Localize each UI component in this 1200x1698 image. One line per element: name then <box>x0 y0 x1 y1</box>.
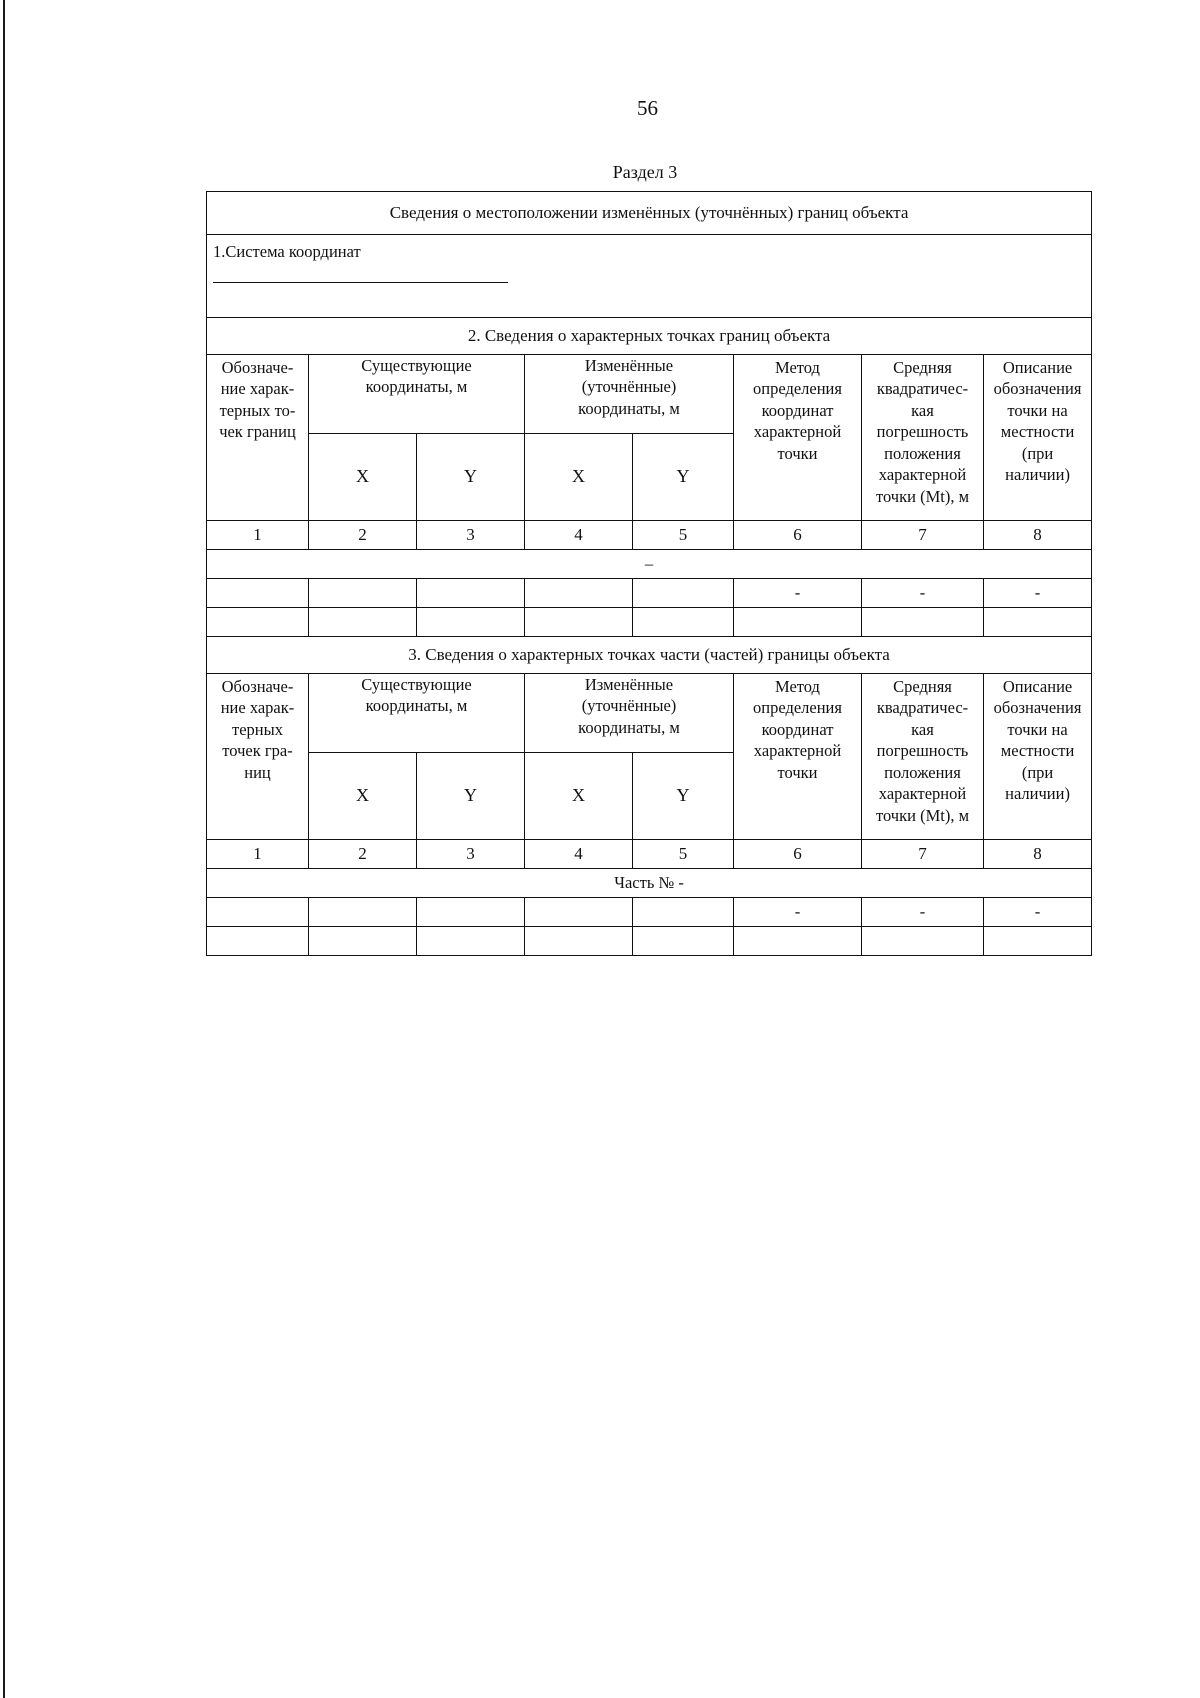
section-label: Раздел 3 <box>612 162 678 182</box>
section2-header-changed-coords: Изменённые (уточнённые) координаты, м <box>525 355 734 434</box>
section2-header-method: Метод определения координат характерной точки <box>734 355 862 521</box>
table-title: Сведения о местоположении изменённых (уточнённых) границ объекта <box>207 192 1092 235</box>
table-cell <box>633 927 734 956</box>
page-number: 56 <box>637 96 658 120</box>
table-cell <box>525 898 633 927</box>
section2-header-existing-coords: Существующие координаты, м <box>309 355 525 434</box>
section3-header-changed-coords: Изменённые (уточнённые) координаты, м <box>525 674 734 753</box>
table-cell <box>525 579 633 608</box>
table-cell: - <box>862 898 984 927</box>
column-number: 7 <box>862 521 984 550</box>
column-number: 5 <box>633 521 734 550</box>
column-number: 2 <box>309 521 417 550</box>
section2-header-point-designation: Обозначе- ние харак- терных то- чек границ <box>207 355 309 521</box>
table-cell <box>633 579 734 608</box>
table-cell <box>417 608 525 637</box>
table-cell <box>309 898 417 927</box>
table-cell: - <box>862 579 984 608</box>
coordinate-system-blank <box>213 262 508 283</box>
column-number: 8 <box>984 521 1092 550</box>
table-cell <box>525 608 633 637</box>
table-cell <box>207 927 309 956</box>
section2-column-numbers <box>207 521 1092 550</box>
section3-title: 3. Сведения о характерных точках части (частей) границы объекта <box>207 637 1092 674</box>
table-cell <box>309 579 417 608</box>
section2-header-error: Средняя квадратичес- кая погрешность положения характерной точки (Mt), м <box>862 355 984 521</box>
section2-title: 2. Сведения о характерных точках границ объекта <box>207 318 1092 355</box>
column-number: 6 <box>734 840 862 869</box>
table-cell: - <box>734 579 862 608</box>
column-number: 6 <box>734 521 862 550</box>
table-cell: - <box>984 898 1092 927</box>
column-number: 4 <box>525 521 633 550</box>
section3-group-label: Часть № - <box>207 869 1092 898</box>
table-row <box>207 898 1092 927</box>
table-cell <box>417 898 525 927</box>
table-cell <box>984 927 1092 956</box>
table-cell <box>525 927 633 956</box>
scan-left-edge <box>3 0 5 1698</box>
section3-header-x-changed: X <box>525 753 633 840</box>
table-cell: - <box>984 579 1092 608</box>
table-cell <box>862 608 984 637</box>
section3-header-x-existing: X <box>309 753 417 840</box>
column-number: 3 <box>417 521 525 550</box>
table-row <box>207 927 1092 956</box>
table-cell <box>734 608 862 637</box>
section2-header-y-changed: Y <box>633 434 734 521</box>
section3-header-existing-coords: Существующие координаты, м <box>309 674 525 753</box>
column-number: 5 <box>633 840 734 869</box>
section3-header-y-changed: Y <box>633 753 734 840</box>
column-number: 7 <box>862 840 984 869</box>
table-cell <box>633 608 734 637</box>
section3-header-point-designation: Обозначе- ние харак- терных точек гра- ниц <box>207 674 309 840</box>
section3-header-description: Описание обозначения точки на местности (при наличии) <box>984 674 1092 840</box>
table-cell <box>862 927 984 956</box>
column-number: 4 <box>525 840 633 869</box>
section2-group-label: – <box>207 550 1092 579</box>
table-cell <box>734 927 862 956</box>
column-number: 3 <box>417 840 525 869</box>
boundary-info-table <box>206 191 1092 956</box>
table-cell: - <box>734 898 862 927</box>
table-row <box>207 579 1092 608</box>
section3-header-method: Метод определения координат характерной точки <box>734 674 862 840</box>
table-cell <box>984 608 1092 637</box>
section2-header-x-existing: X <box>309 434 417 521</box>
table-cell <box>207 608 309 637</box>
section2-header-y-existing: Y <box>417 434 525 521</box>
section3-header-y-existing: Y <box>417 753 525 840</box>
column-number: 1 <box>207 521 309 550</box>
column-number: 1 <box>207 840 309 869</box>
section3-header-error: Средняя квадратичес- кая погрешность положения характерной точки (Mt), м <box>862 674 984 840</box>
table-row <box>207 608 1092 637</box>
table-cell <box>309 927 417 956</box>
table-cell <box>417 579 525 608</box>
section3-column-numbers <box>207 840 1092 869</box>
table-cell <box>633 898 734 927</box>
table-cell <box>417 927 525 956</box>
column-number: 2 <box>309 840 417 869</box>
column-number: 8 <box>984 840 1092 869</box>
section2-header-x-changed: X <box>525 434 633 521</box>
table-cell <box>309 608 417 637</box>
table-cell <box>207 898 309 927</box>
coordinate-system-label: 1.Система координат <box>213 242 361 261</box>
section2-header-description: Описание обозначения точки на местности (при наличии) <box>984 355 1092 521</box>
table-cell <box>207 579 309 608</box>
coordinate-system-cell <box>207 235 1092 318</box>
